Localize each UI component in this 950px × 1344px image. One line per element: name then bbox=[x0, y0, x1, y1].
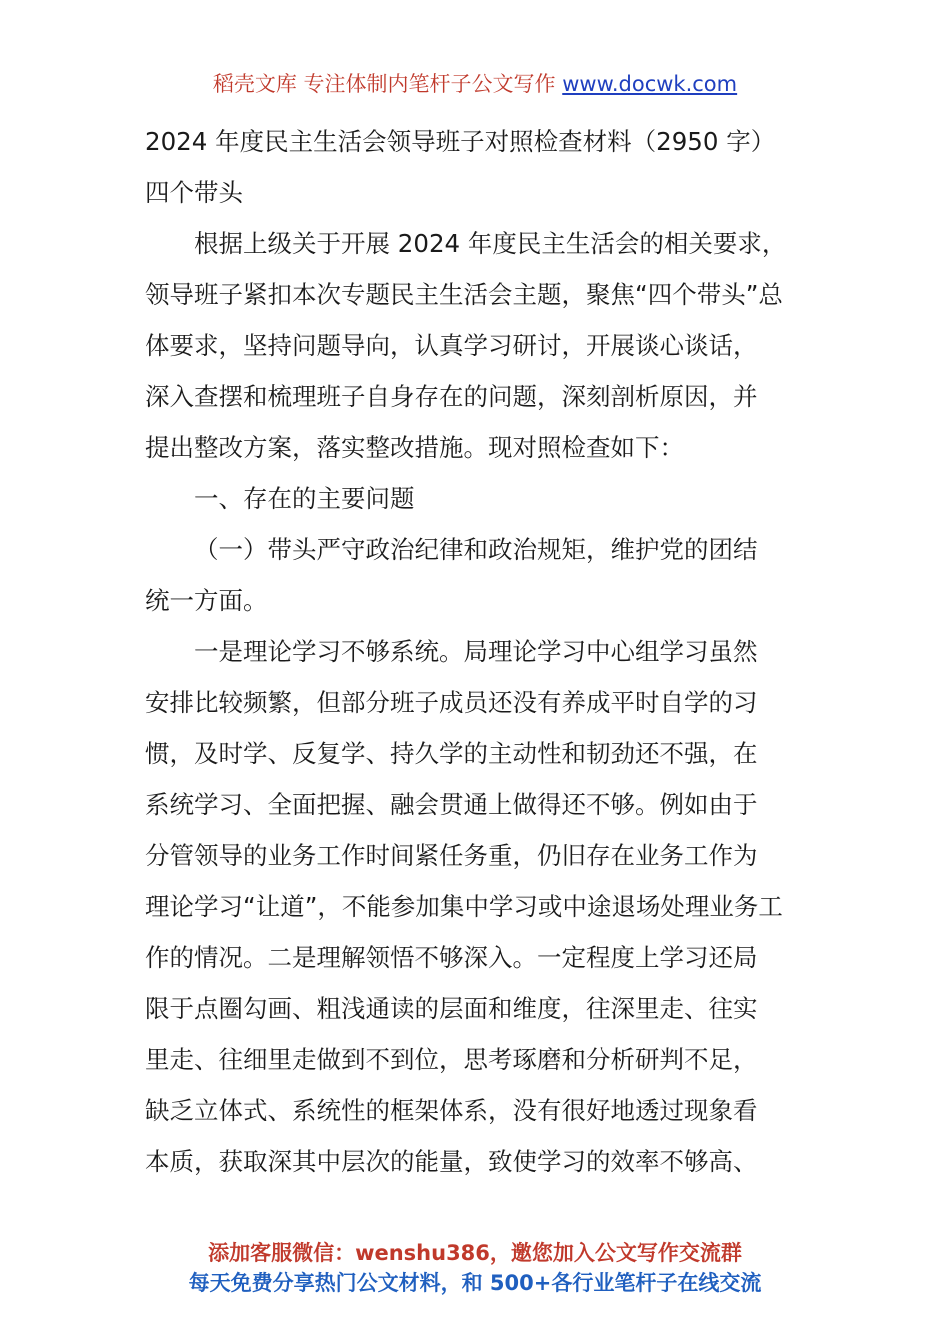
paragraph-line: 里走、往细里走做到不到位，思考琢磨和分析研判不足， bbox=[145, 1045, 758, 1074]
paragraph-line: 分管领导的业务工作时间紧任务重，仍旧存在业务工作为 bbox=[145, 841, 758, 870]
paragraph-line: 缺乏立体式、系统性的框架体系，没有很好地透过现象看 bbox=[145, 1096, 758, 1125]
paragraph-line: 深入查摆和梳理班子自身存在的问题，深刻剖析原因，并 bbox=[145, 382, 758, 411]
footer-banner bbox=[0, 1238, 950, 1298]
paragraph-line: 提出整改方案，落实整改措施。现对照检查如下： bbox=[145, 433, 684, 462]
footer-contact-line: 添加客服微信：wenshu386，邀您加入公文写作交流群 bbox=[208, 1241, 742, 1265]
subsection-heading: 统一方面。 bbox=[145, 586, 268, 615]
subsection-heading: （一）带头严守政治纪律和政治规矩，维护党的团结 bbox=[194, 535, 758, 564]
brand-text: 稻壳文库 专注体制内笔杆子公文写作 bbox=[212, 72, 556, 96]
paragraph-line: 理论学习“让道”，不能参加集中学习或中途退场处理业务工 bbox=[145, 892, 783, 921]
website-link[interactable]: www.docwk.com bbox=[562, 72, 738, 96]
paragraph-line: 根据上级关于开展 2024 年度民主生活会的相关要求， bbox=[194, 229, 787, 258]
paragraph-line: 本质，获取深其中层次的能量，致使学习的效率不够高、 bbox=[145, 1147, 758, 1176]
paragraph-line: 领导班子紧扣本次专题民主生活会主题，聚焦“四个带头”总 bbox=[145, 280, 783, 309]
paragraph-line: 系统学习、全面把握、融会贯通上做得还不够。例如由于 bbox=[145, 790, 758, 819]
paragraph-line: 惯，及时学、反复学、持久学的主动性和韧劲还不强，在 bbox=[145, 739, 758, 768]
footer-promo-line: 每天免费分享热门公文材料，和 500+各行业笔杆子在线交流 bbox=[188, 1271, 762, 1295]
document-body bbox=[145, 116, 807, 1187]
paragraph-line: 限于点圈勾画、粗浅通读的层面和维度，往深里走、往实 bbox=[145, 994, 758, 1023]
paragraph-line: 一是理论学习不够系统。局理论学习中心组学习虽然 bbox=[194, 637, 758, 666]
document-title: 2024 年度民主生活会领导班子对照检查材料（2950 字） bbox=[145, 127, 776, 156]
header-banner bbox=[0, 66, 950, 102]
section-heading: 一、存在的主要问题 bbox=[194, 484, 415, 513]
document-subtitle: 四个带头 bbox=[145, 178, 243, 207]
paragraph-line: 作的情况。二是理解领悟不够深入。一定程度上学习还局 bbox=[145, 943, 758, 972]
paragraph-line: 体要求，坚持问题导向，认真学习研讨，开展谈心谈话， bbox=[145, 331, 758, 360]
paragraph-line: 安排比较频繁，但部分班子成员还没有养成平时自学的习 bbox=[145, 688, 758, 717]
